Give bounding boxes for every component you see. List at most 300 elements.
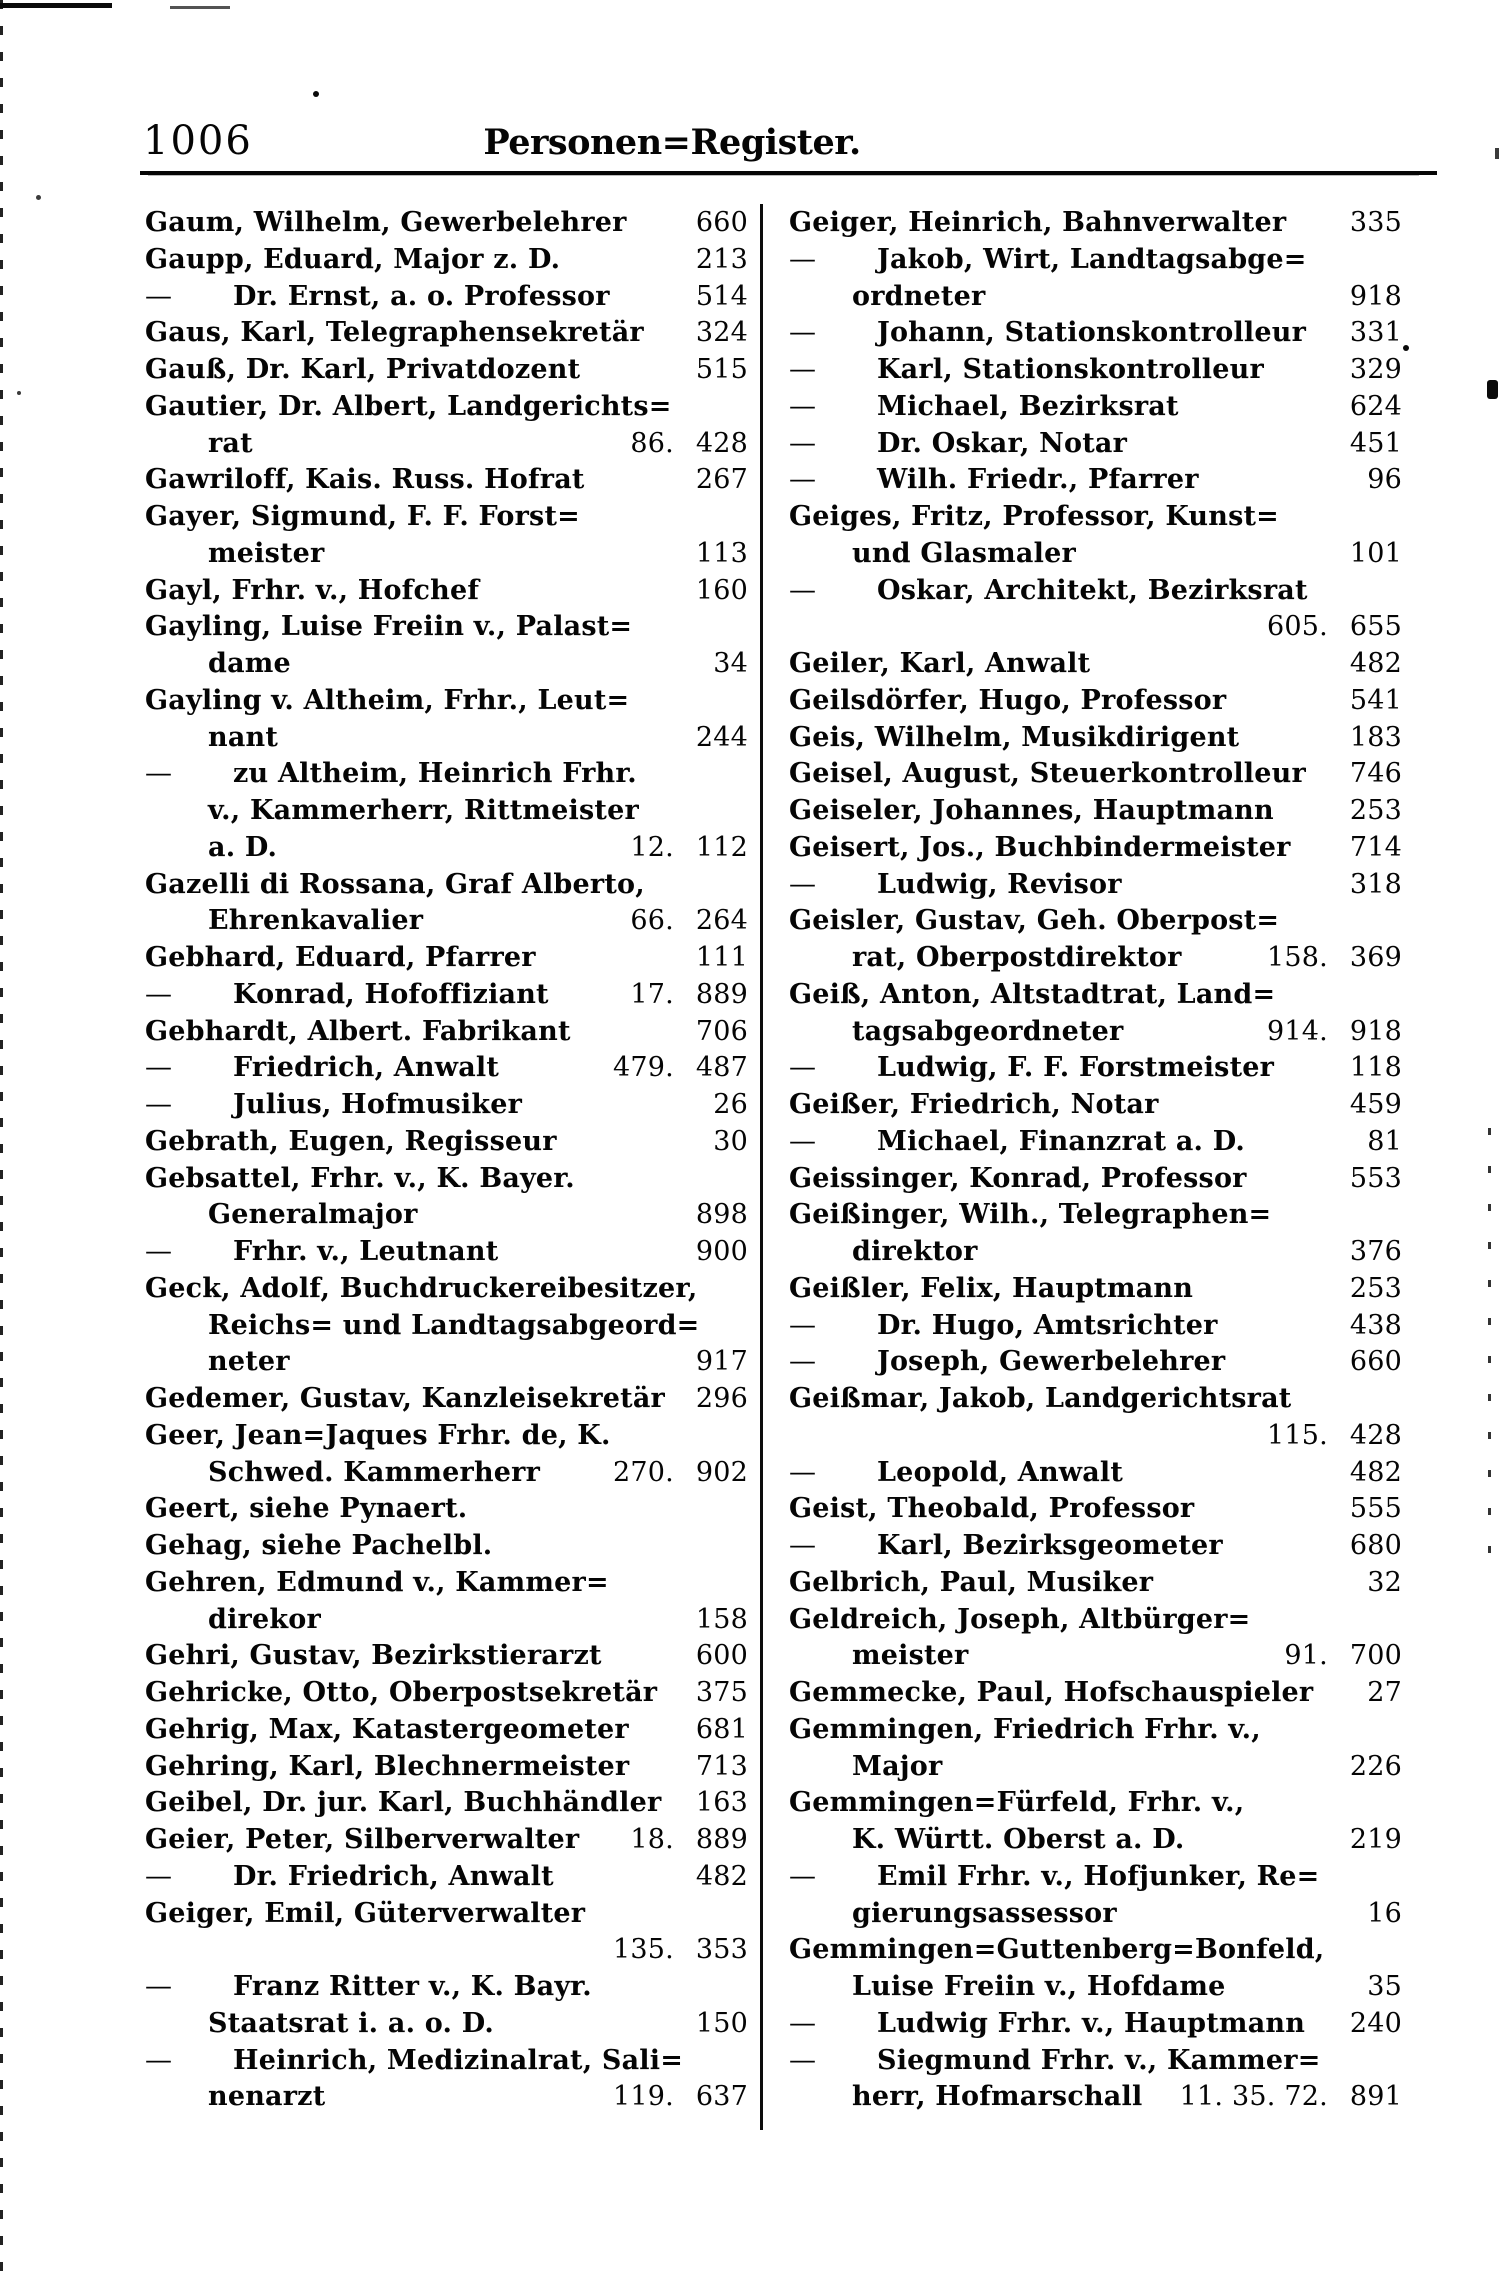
- register-line: [145, 1971, 748, 2008]
- entry-text: dame: [208, 648, 291, 679]
- page-ref-secondary: 12.: [630, 831, 674, 863]
- entry-text: Geilsdörfer, Hugo, Professor: [789, 684, 1227, 716]
- register-line: [145, 942, 748, 979]
- page-refs: [620, 979, 748, 1010]
- register-line: [145, 244, 748, 281]
- register-line: [145, 1346, 748, 1383]
- repeat-name-dash: —: [789, 868, 817, 900]
- page-refs: [1340, 832, 1402, 863]
- register-line: [789, 464, 1402, 501]
- page-ref: 600: [695, 1640, 748, 1672]
- page-refs: [1340, 464, 1402, 495]
- entry-text: Generalmajor: [208, 1199, 418, 1231]
- register-line: [145, 1236, 748, 1273]
- page-ref: 428: [695, 427, 748, 459]
- page-refs: [686, 1787, 748, 1818]
- register-line: [789, 1310, 1402, 1347]
- entry-text: Ludwig Frhr. v., Hauptmann: [877, 2007, 1306, 2039]
- register-line: [789, 979, 1402, 1016]
- page-ref: 35: [1367, 1971, 1402, 2002]
- register-line: [789, 1751, 1402, 1788]
- register-line: [789, 648, 1402, 685]
- page-ref: 163: [695, 1787, 748, 1819]
- page-refs: [686, 648, 748, 679]
- page-ref: 482: [695, 1860, 748, 1892]
- register-line: [789, 428, 1402, 465]
- register-line: [145, 281, 748, 318]
- entry-text: Ludwig, F. F. Forstmeister: [877, 1052, 1275, 1084]
- page-ref: 746: [1349, 758, 1402, 790]
- entry-text: Gehri, Gustav, Bezirkstierarzt: [145, 1640, 602, 1672]
- repeat-name-dash: —: [789, 427, 817, 459]
- register-line: [145, 1273, 748, 1310]
- page-ref: 541: [1349, 684, 1402, 716]
- register-line: [789, 1934, 1402, 1971]
- page-refs: [686, 538, 748, 569]
- register-line: [789, 1052, 1402, 1089]
- entry-text: Geist, Theobald, Professor: [789, 1493, 1195, 1525]
- repeat-name-dash: —: [789, 1052, 817, 1084]
- entry-text: Geißler, Felix, Hauptmann: [789, 1272, 1194, 1304]
- page-refs: [686, 281, 748, 312]
- register-line: [145, 1420, 748, 1457]
- page-refs: [1257, 942, 1402, 973]
- entry-text: Dr. Friedrich, Anwalt: [233, 1860, 554, 1892]
- register-line: [789, 281, 1402, 318]
- page-ref: 902: [695, 1456, 748, 1488]
- entry-text: tagsabgeordneter: [852, 1015, 1124, 1047]
- entry-text: Wilh. Friedr., Pfarrer: [877, 464, 1199, 496]
- register-line: [789, 538, 1402, 575]
- page-refs: [1340, 869, 1402, 900]
- register-line: [145, 2008, 748, 2045]
- page-ref: 244: [695, 721, 748, 753]
- page-refs: [1340, 1273, 1402, 1304]
- page-refs: [686, 1199, 748, 1230]
- entry-text: Geissinger, Konrad, Professor: [789, 1162, 1247, 1194]
- repeat-name-dash: —: [789, 354, 817, 385]
- register-line: [789, 1530, 1402, 1567]
- entry-text: Geck, Adolf, Buchdruckereibesitzer,: [145, 1272, 698, 1304]
- page-ref: 253: [1349, 1272, 1402, 1304]
- page-ref-secondary: 18.: [630, 1824, 674, 1855]
- entry-text: Gehring, Karl, Blechnermeister: [145, 1750, 630, 1782]
- page-ref: 27: [1367, 1677, 1402, 1708]
- register-line: [789, 905, 1402, 942]
- register-line: [145, 1677, 748, 1714]
- register-line: [789, 942, 1402, 979]
- register-line: [145, 1604, 748, 1641]
- register-line: [789, 832, 1402, 869]
- register-line: [145, 2045, 748, 2082]
- repeat-name-dash: —: [789, 1125, 817, 1157]
- page-ref: 111: [695, 942, 748, 973]
- entry-text: Geiß, Anton, Altstadtrat, Land=: [789, 978, 1276, 1010]
- page-ref: 891: [1349, 2081, 1402, 2113]
- entry-text: Gaum, Wilhelm, Gewerbelehrer: [145, 207, 627, 238]
- entry-text: Karl, Bezirksgeometer: [877, 1530, 1223, 1561]
- page-ref: 660: [695, 207, 748, 238]
- page-ref: 917: [695, 1346, 748, 1378]
- entry-text: Gayer, Sigmund, F. F. Forst=: [145, 501, 580, 532]
- page-title: Personen=Register.: [483, 122, 861, 163]
- page-refs: [1257, 611, 1402, 642]
- register-line: [789, 575, 1402, 612]
- entry-text: meister: [852, 1640, 969, 1672]
- entry-text: Gazelli di Rossana, Graf Alberto,: [145, 868, 645, 900]
- register-line: [789, 317, 1402, 354]
- page-ref: 296: [695, 1383, 748, 1414]
- page-ref: 918: [1349, 1015, 1402, 1047]
- page-ref-secondary: 479.: [612, 1052, 674, 1084]
- entry-text: Gauß, Dr. Karl, Privatdozent: [145, 354, 581, 385]
- page-refs: [1340, 1677, 1402, 1708]
- entry-text: Geiger, Emil, Güterverwalter: [145, 1897, 586, 1929]
- entry-text: Michael, Finanzrat a. D.: [877, 1125, 1245, 1157]
- register-column-right: [789, 207, 1402, 2118]
- register-line: [789, 1567, 1402, 1604]
- entry-text: Geißer, Friedrich, Notar: [789, 1089, 1159, 1120]
- repeat-name-dash: —: [789, 1346, 817, 1378]
- entry-text: a. D.: [208, 831, 278, 863]
- entry-text: Gehrig, Max, Katastergeometer: [145, 1713, 629, 1745]
- register-line: [789, 1677, 1402, 1714]
- page-refs: [686, 1346, 748, 1377]
- register-line: [145, 685, 748, 722]
- repeat-name-dash: —: [145, 758, 173, 790]
- page-ref: 16: [1367, 1897, 1402, 1929]
- register-line: [789, 722, 1402, 759]
- page-refs: [1340, 207, 1402, 238]
- page-ref: 680: [1349, 1530, 1402, 1561]
- scan-artifact-speck: [1495, 148, 1499, 159]
- register-line: [789, 244, 1402, 281]
- register-column-left: [145, 207, 748, 2118]
- page-refs: [1340, 1346, 1402, 1377]
- register-line: [789, 1273, 1402, 1310]
- repeat-name-dash: —: [789, 574, 817, 606]
- register-line: [789, 758, 1402, 795]
- page-refs: [1340, 648, 1402, 679]
- page-refs: [1340, 1236, 1402, 1267]
- page-refs: [1340, 1530, 1402, 1561]
- entry-text: direkor: [208, 1603, 321, 1635]
- repeat-name-dash: —: [145, 1860, 173, 1892]
- page-ref: 637: [695, 2081, 748, 2113]
- register-line: [789, 1898, 1402, 1935]
- page-refs: [1340, 1751, 1402, 1782]
- page-ref: 451: [1349, 427, 1402, 459]
- repeat-name-dash: —: [789, 317, 817, 349]
- entry-text: Gayl, Frhr. v., Hofchef: [145, 574, 480, 606]
- register-line: [145, 869, 748, 906]
- page-ref: 26: [713, 1089, 748, 1120]
- register-line: [145, 1787, 748, 1824]
- page-refs: [1340, 722, 1402, 753]
- register-line: [789, 1163, 1402, 1200]
- entry-text: neter: [208, 1346, 290, 1378]
- entry-text: v., Kammerherr, Rittmeister: [208, 795, 639, 826]
- page-ref-secondary: 86.: [630, 427, 674, 459]
- entry-text: Gayling, Luise Freiin v., Palast=: [145, 611, 633, 643]
- register-line: [789, 391, 1402, 428]
- repeat-name-dash: —: [789, 1530, 817, 1561]
- entry-text: Dr. Hugo, Amtsrichter: [877, 1309, 1218, 1341]
- repeat-name-dash: —: [145, 1236, 173, 1267]
- entry-text: Dr. Oskar, Notar: [877, 427, 1128, 459]
- entry-text: Geldreich, Joseph, Altbürger=: [789, 1603, 1251, 1635]
- page-refs: [620, 428, 748, 459]
- entry-text: Dr. Ernst, a. o. Professor: [233, 280, 610, 312]
- entry-text: Geisler, Gustav, Geh. Oberpost=: [789, 905, 1280, 937]
- entry-text: ordneter: [852, 280, 986, 312]
- register-line: [145, 1934, 748, 1971]
- entry-text: Leopold, Anwalt: [877, 1456, 1124, 1488]
- page-ref: 101: [1349, 537, 1402, 569]
- page-ref: 34: [713, 648, 748, 679]
- entry-text: Gemmecke, Paul, Hofschauspieler: [789, 1677, 1314, 1708]
- register-line: [145, 1310, 748, 1347]
- register-line: [789, 2045, 1402, 2082]
- repeat-name-dash: —: [789, 2044, 817, 2076]
- entry-text: Geiler, Karl, Anwalt: [789, 648, 1091, 679]
- page-refs: [686, 1236, 748, 1267]
- entry-text: Gehren, Edmund v., Kammer=: [145, 1566, 609, 1598]
- page-refs: [1340, 758, 1402, 789]
- register-line: [145, 611, 748, 648]
- repeat-name-dash: —: [145, 1089, 173, 1120]
- page-ref-secondary: 91.: [1284, 1640, 1328, 1672]
- register-line: [145, 354, 748, 391]
- register-line: [145, 575, 748, 612]
- page-refs: [603, 2081, 748, 2112]
- entry-text: Franz Ritter v., K. Bayr.: [233, 1971, 592, 2002]
- page-ref-secondary: 119.: [612, 2081, 674, 2113]
- page-ref: 324: [695, 317, 748, 349]
- page-ref: 81: [1367, 1125, 1402, 1157]
- entry-text: Geiseler, Johannes, Hauptmann: [789, 795, 1274, 826]
- entry-text: Ludwig, Revisor: [877, 868, 1122, 900]
- page-refs: [1340, 1567, 1402, 1598]
- page-refs: [1340, 354, 1402, 385]
- entry-text: rat: [208, 427, 253, 459]
- entry-text: Gebsattel, Frhr. v., K. Bayer.: [145, 1162, 575, 1194]
- page-ref: 655: [1349, 611, 1402, 643]
- page-refs: [686, 354, 748, 385]
- register-line: [145, 1824, 748, 1861]
- page-ref: 681: [695, 1713, 748, 1745]
- column-divider: [760, 204, 763, 2130]
- page-refs: [1340, 685, 1402, 716]
- page-refs: [1274, 1640, 1402, 1671]
- entry-text: Ehrenkavalier: [208, 905, 424, 937]
- register-line: [145, 428, 748, 465]
- page-ref: 335: [1349, 207, 1402, 238]
- entry-text: Emil Frhr. v., Hofjunker, Re=: [877, 1860, 1320, 1892]
- entry-text: rat, Oberpostdirektor: [852, 942, 1182, 973]
- register-line: [145, 832, 748, 869]
- page-refs: [1340, 281, 1402, 312]
- repeat-name-dash: —: [789, 1309, 817, 1341]
- entry-text: Geisert, Jos., Buchbindermeister: [789, 831, 1291, 863]
- entry-text: Joseph, Gewerbelehrer: [877, 1346, 1226, 1378]
- register-line: [145, 1714, 748, 1751]
- repeat-name-dash: —: [789, 1860, 817, 1892]
- entry-text: Gemmingen, Friedrich Frhr. v.,: [789, 1713, 1261, 1745]
- page-ref: 482: [1349, 648, 1402, 679]
- page-ref: 706: [695, 1015, 748, 1047]
- register-line: [145, 1567, 748, 1604]
- register-line: [145, 1163, 748, 1200]
- page-ref: 376: [1349, 1236, 1402, 1267]
- register-line: [789, 1383, 1402, 1420]
- repeat-name-dash: —: [789, 243, 817, 275]
- page-refs: [620, 905, 748, 936]
- page-ref: 459: [1349, 1089, 1402, 1120]
- page-ref: 96: [1367, 464, 1402, 496]
- register-line: [145, 1052, 748, 1089]
- page-ref: 253: [1349, 795, 1402, 826]
- page-ref: 487: [695, 1052, 748, 1084]
- entry-text: Heinrich, Medizinalrat, Sali=: [233, 2044, 684, 2076]
- page-refs: [686, 1089, 748, 1120]
- page-refs: [686, 942, 748, 973]
- page-ref: 318: [1349, 868, 1402, 900]
- entry-text: Gawriloff, Kais. Russ. Hofrat: [145, 464, 585, 496]
- entry-text: Geert, siehe Pynaert.: [145, 1493, 468, 1525]
- page-ref: 375: [695, 1677, 748, 1708]
- page-refs: [1340, 2008, 1402, 2039]
- page-ref: 226: [1349, 1750, 1402, 1782]
- page-ref: 700: [1349, 1640, 1402, 1672]
- entry-text: nenarzt: [208, 2081, 326, 2113]
- page-ref: 32: [1367, 1566, 1402, 1598]
- entry-text: Julius, Hofmusiker: [233, 1089, 523, 1120]
- page-ref: 160: [695, 574, 748, 606]
- scan-artifact-top-line: [0, 3, 112, 8]
- register-line: [789, 207, 1402, 244]
- register-line: [145, 758, 748, 795]
- page-refs: [686, 1751, 748, 1782]
- register-line: [789, 869, 1402, 906]
- entry-text: Geier, Peter, Silberverwalter: [145, 1824, 580, 1855]
- register-line: [789, 795, 1402, 832]
- repeat-name-dash: —: [145, 280, 173, 312]
- page-refs: [686, 1861, 748, 1892]
- scan-artifact-left-edge: [0, 0, 3, 2277]
- entry-text: Oskar, Architekt, Bezirksrat: [877, 574, 1308, 606]
- page-ref-secondary: 605.: [1266, 611, 1328, 643]
- page-ref-secondary: 914.: [1266, 1015, 1328, 1047]
- entry-text: K. Württ. Oberst a. D.: [852, 1824, 1185, 1855]
- register-line: [789, 1493, 1402, 1530]
- entry-text: Geißmar, Jakob, Landgerichtsrat: [789, 1383, 1292, 1414]
- page-ref-secondary: 158.: [1266, 942, 1328, 973]
- register-line: [789, 1787, 1402, 1824]
- page-refs: [686, 1640, 748, 1671]
- register-line: [145, 722, 748, 759]
- repeat-name-dash: —: [145, 978, 173, 1010]
- page-refs: [686, 464, 748, 495]
- register-line: [145, 538, 748, 575]
- register-line: [789, 1824, 1402, 1861]
- entry-text: nant: [208, 721, 279, 753]
- scan-artifact-top-line: [170, 6, 230, 9]
- page-refs: [1340, 1971, 1402, 2002]
- page-refs: [1340, 1493, 1402, 1524]
- register-line: [145, 464, 748, 501]
- register-line: [145, 391, 748, 428]
- entry-text: meister: [208, 537, 325, 569]
- entry-text: Gelbrich, Paul, Musiker: [789, 1566, 1154, 1598]
- register-line: [789, 1604, 1402, 1641]
- entry-text: herr, Hofmarschall: [852, 2081, 1143, 2113]
- entry-text: Frhr. v., Leutnant: [233, 1236, 499, 1267]
- page-ref: 267: [695, 464, 748, 496]
- entry-text: Geiger, Heinrich, Bahnverwalter: [789, 207, 1287, 238]
- entry-text: Friedrich, Anwalt: [233, 1052, 500, 1084]
- entry-text: zu Altheim, Heinrich Frhr.: [233, 758, 637, 790]
- scan-artifact-blob: [1487, 380, 1498, 399]
- register-line: [789, 1640, 1402, 1677]
- page-ref: 660: [1349, 1346, 1402, 1378]
- register-line: [789, 2008, 1402, 2045]
- page-refs: [620, 1824, 748, 1855]
- register-line: [145, 1640, 748, 1677]
- page-ref: 264: [695, 905, 748, 937]
- page-refs: [1340, 1089, 1402, 1120]
- register-line: [145, 1457, 748, 1494]
- register-line: [145, 501, 748, 538]
- register-line: [789, 2081, 1402, 2118]
- page-ref: 213: [695, 243, 748, 275]
- entry-text: Staatsrat i. a. o. D.: [208, 2007, 494, 2039]
- entry-text: Gehricke, Otto, Oberpostsekretär: [145, 1677, 658, 1708]
- register-line: [145, 1861, 748, 1898]
- entry-text: Major: [852, 1750, 943, 1782]
- entry-text: Karl, Stationskontrolleur: [877, 354, 1264, 385]
- repeat-name-dash: —: [145, 2044, 173, 2076]
- register-line: [789, 1714, 1402, 1751]
- entry-text: Siegmund Frhr. v., Kammer=: [877, 2044, 1321, 2076]
- register-line: [789, 1346, 1402, 1383]
- page-refs: [1340, 317, 1402, 348]
- page-ref: 555: [1349, 1493, 1402, 1525]
- page-ref-secondary: 270.: [612, 1456, 674, 1488]
- register-line: [789, 1089, 1402, 1126]
- page-refs: [686, 1126, 748, 1157]
- entry-text: Gaus, Karl, Telegraphensekretär: [145, 317, 644, 349]
- page-refs: [1340, 1824, 1402, 1855]
- register-line: [789, 1199, 1402, 1236]
- page-refs: [1340, 1163, 1402, 1194]
- entry-text: Jakob, Wirt, Landtagsabge=: [877, 243, 1307, 275]
- page-ref: 514: [695, 280, 748, 312]
- entry-text: Schwed. Kammerherr: [208, 1456, 541, 1488]
- register-line: [145, 317, 748, 354]
- entry-text: Geer, Jean=Jaques Frhr. de, K.: [145, 1419, 611, 1451]
- page-refs: [686, 244, 748, 275]
- page-refs: [1340, 1898, 1402, 1929]
- register-line: [145, 207, 748, 244]
- page-refs: [686, 1714, 748, 1745]
- entry-text: Gayling v. Altheim, Frhr., Leut=: [145, 684, 630, 716]
- page-ref: 428: [1349, 1419, 1402, 1451]
- register-line: [145, 648, 748, 685]
- entry-text: Geisel, August, Steuerkontrolleur: [789, 758, 1306, 790]
- register-line: [789, 354, 1402, 391]
- page-refs: [1340, 538, 1402, 569]
